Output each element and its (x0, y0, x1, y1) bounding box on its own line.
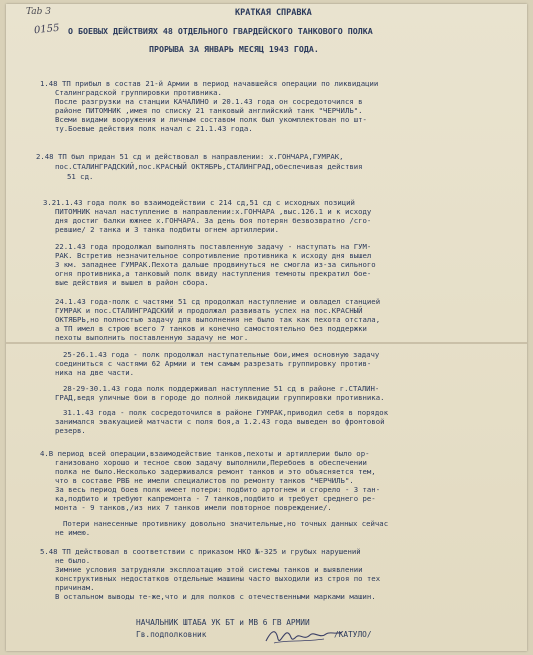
p5-line-4: а ТП имел в строю всего 7 танков и конечно самостоятельно без поддержки (55, 324, 367, 333)
p6-line-3: ника на две части. (55, 368, 135, 377)
p10-line-3: Зимние условия затрудняли эксплоатацию этой системы танков и выявлении (55, 565, 363, 574)
p3-line-3: дня достиг балки южнее х.ГОНЧАРА. За день боя потерян безвозвратно /сго- (55, 216, 372, 225)
p3-line-1: 3.21.1.43 года полк во взаимодействии с 214 сд,51 сд с исходных позиций (43, 198, 355, 207)
p4-line-5: вые действия и вышел в район сбора. (55, 278, 209, 287)
signature-rank: Гв.подполковник (136, 630, 207, 639)
p5-line-5: пехоты выполнить поставленную задачу не мог. (55, 333, 249, 342)
p1-line-4: районе ПИТОМНИК ,имея по списку 21 танковый английский танк "ЧЕРЧИЛЬ". (55, 106, 363, 115)
p8-line-2: занимался эвакуацией матчасти с поля боя,а 1.2.43 года выведен во фронтовой (55, 417, 385, 426)
p6-line-2: соединиться с частями 62 Армии и тем самым разрезать группировку против- (55, 359, 372, 368)
p9-line-7: монта - 9 танков,/из них 7 танков имели повторное повреждение/. (55, 503, 332, 512)
p10-line-2: не было. (55, 556, 91, 565)
title-line-1: О БОЕВЫХ ДЕЙСТВИЯХ 48 ОТДЕЛЬНОГО ГВАРДЕЙСКОГО ТАНКОВОГО ПОЛКА (68, 26, 373, 36)
doc-type: КРАТКАЯ СПРАВКА (235, 8, 312, 18)
signature-title: НАЧАЛЬНИК ШТАБА УК БТ и МВ 6 ГВ АРМИИ (136, 618, 310, 627)
file-number: 0155 (33, 22, 60, 37)
p5-line-3: ОКТЯБРЬ,но полностью задачу для выполнения не было так как пехота отстала, (55, 315, 381, 324)
p9-line-5: За весь период боев полк имеет потери: подбито артогнем и сгорело - 3 тан- (55, 485, 381, 494)
p1-line-2: Сталинградской группировки противника. (55, 88, 222, 97)
p9-line-9: не имею. (55, 528, 91, 537)
p6-line-1: 25-26.1.43 года - полк продолжал наступательные бои,имея основную задачу (63, 350, 380, 359)
title-line-2: ПРОРЫВА ЗА ЯНВАРЬ МЕСЯЦ 1943 ГОДА. (149, 44, 319, 54)
handwritten-signature (264, 625, 344, 647)
p2-line-2: пос.СТАЛИНГРАДСКИЙ,пос.КРАСНЫЙ ОКТЯБРЬ,СТАЛИНГРАД,обеспечивая действия (55, 162, 363, 171)
p9-line-8: Потери нанесенные противнику довольно значительные,но точных данных сейчас (63, 519, 389, 528)
p9-line-3: полка не было.Несколько задерживался ремонт танков и это объясняется тем, (55, 467, 376, 476)
p8-line-3: резерв. (55, 426, 86, 435)
p1-line-6: ту.Боевые действия полк начал с 21.1.43 года. (55, 124, 253, 133)
p10-line-4: конструктивных недостатков отдельные машины часто выходили из строя по тех (55, 574, 381, 583)
p3-line-2: ПИТОМНИК начал наступление в направлении:х.ГОНЧАРА ,выс.126.1 и к исходу (55, 207, 372, 216)
paper-fold (6, 342, 527, 344)
p9-line-4: что в составе РВБ не имели специалистов по ремонту танков "ЧЕРЧИЛЬ". (55, 476, 354, 485)
p1-line-5: Всеми видами вооружения и личным составом полк был укомплектован по шт- (55, 115, 367, 124)
p9-line-1: 4.В период всей операции,взаимодействие танков,пехоты и артиллерии было ор- (40, 449, 370, 458)
p1-line-1: 1.48 ТП прибыл в состав 21-й Армии в период начавшейся операции по ликвидации (40, 79, 379, 88)
p4-line-2: РАК. Встретив незначительное сопротивление противника к исходу дня вышел (55, 251, 372, 260)
p1-line-3: После разгрузки на станции КАЧАЛИНО и 20.1.43 года он сосредоточился в (55, 97, 363, 106)
archive-mark: Tab 3 (26, 7, 52, 17)
p4-line-4: огня противника,а танковый полк ввиду наступления темноты прекратил бое- (55, 269, 372, 278)
signature-name: /КАТУЛО/ (334, 630, 372, 639)
p2-line-3: 51 сд. (67, 172, 94, 181)
p7-line-1: 28-29-30.1.43 года полк поддерживал наступление 51 сд в районе г.СТАЛИН- (63, 384, 380, 393)
p9-line-6: ка,подбито и требуют капремонта - 7 танков,подбито и требует среднего ре- (55, 494, 376, 503)
p10-line-1: 5.48 ТП действовал в соответствии с приказом НКО №-325 и грубых нарушений (40, 547, 361, 556)
p5-line-1: 24.1.43 года-полк с частями 51 сд продолжал наступление и овладел станцией (55, 297, 381, 306)
p7-line-2: ГРАД,ведя уличные бои в городе до полной ликвидации группировки противника. (55, 393, 385, 402)
p4-line-3: 3 км. западнее ГУМРАК.Пехота дальше продвинуться не смогла из-за сильного (55, 260, 376, 269)
p10-line-5: причинам. (55, 583, 95, 592)
p4-line-1: 22.1.43 года продолжал выполнять поставленную задачу - наступать на ГУМ- (55, 242, 372, 251)
document-sheet (6, 4, 527, 651)
p2-line-1: 2.48 ТП был придан 51 сд и действовал в направлении: х.ГОНЧАРА,ГУМРАК, (36, 152, 344, 161)
p9-line-2: ганизовано хорошо и тесное свою задачу выполнили,Перебоев в обеспечении (55, 458, 367, 467)
p5-line-2: ГУМРАК и пос.СТАЛИНГРАДСКИЙ и продолжал развивать успех на пос.КРАСНЫЙ (55, 306, 363, 315)
p10-line-6: В остальном выводы те-же,что и для полков с отечественными марками машин. (55, 592, 376, 601)
p3-line-4: ревшие/ 2 танка и 3 танка подбиты огнем артиллерии. (55, 225, 280, 234)
p8-line-1: 31.1.43 года - полк сосредоточился в районе ГУМРАК,приводил себя в порядок (63, 408, 389, 417)
